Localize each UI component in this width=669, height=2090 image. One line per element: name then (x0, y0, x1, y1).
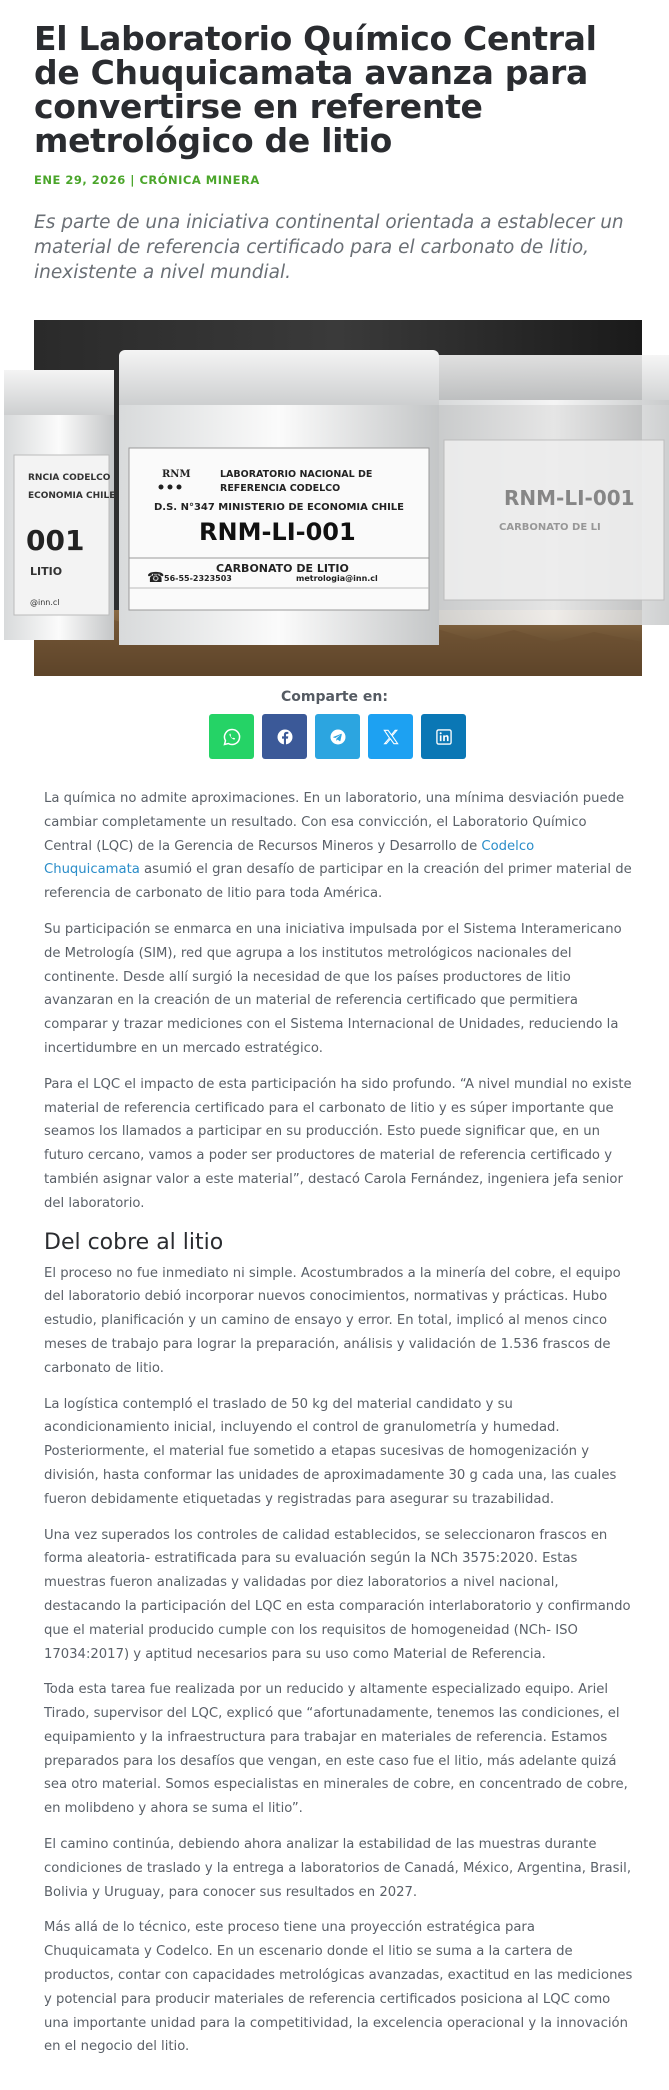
paragraph-4: El proceso no fue inmediato ni simple. Acostumbrados a la minería del cobre, el equipo del laboratorio debió incorporar nuevos conocimientos, normativas y prácticas. Hubo estudio, planificación y un camino de ensayo y error. En total, implicó al menos cinco meses de trabajo para lograr la preparación, análisis y validación de 1.536 frascos de carbonato de litio. (44, 1265, 621, 1376)
paragraph-3: Para el LQC el impacto de esta participación ha sido profundo. “A nivel mundial no existe material de referencia certificado para el carbonato de litio y es súper importante que seamos los llamados a participar en su producción. Esto puede significar que, en un futuro cercano, vamos a poder ser productores de material de referencia certificado y también asignar valor a este material”, destacó Carola Fernández, ingeniera jefa senior del laboratorio. (44, 1076, 632, 1211)
share-telegram-button[interactable] (315, 714, 360, 759)
phone-icon: ☎ (147, 570, 165, 586)
left-label-line2: ECONOMIA CHILE (28, 491, 116, 501)
label-ds-line: D.S. N°347 MINISTERIO DE ECONOMIA CHILE (154, 502, 405, 513)
share-linkedin-button[interactable] (421, 714, 466, 759)
left-label-email: @inn.cl (30, 598, 60, 607)
left-label-product: LITIO (30, 565, 63, 578)
share-buttons (209, 714, 467, 760)
article-meta (34, 173, 260, 187)
paragraph-9: Más allá de lo técnico, este proceso tiene una proyección estratégica para Chuquicamata y Codelco. En un escenario donde el litio se suma a la cartera de productos, contar con capacidades metrológicas avanzadas, exactitud en las mediciones y potencial para producir materiales de referencia certificados posiciona al LQC como una importante unidad para la competitividad, la excelencia operacional y la innovación en el negocio del litio. (44, 1920, 633, 2055)
share-label: Comparte en: (281, 689, 388, 705)
section-heading: Del cobre al litio (44, 1229, 224, 1255)
meta-separator: | (125, 173, 140, 187)
linkedin-icon (434, 727, 454, 747)
paragraph-8: El camino continúa, debiendo ahora analizar la estabilidad de las muestras durante condiciones de traslado y la entrega a laboratorios de Canadá, México, Argentina, Brasil, Bolivia y Uruguay, para conocer sus resultados en 2027. (44, 1837, 632, 1900)
right-label-product: CARBONATO DE LI (499, 522, 601, 533)
facebook-icon (275, 727, 295, 747)
left-label-code: 001 (26, 524, 85, 557)
label-product: CARBONATO DE LITIO (216, 562, 349, 575)
codelco-chuquicamata-link[interactable]: Codelco Chuquicamata (44, 838, 535, 878)
right-label-code: RNM-LI-001 (504, 486, 635, 510)
share-x-button[interactable] (368, 714, 413, 759)
x-icon (381, 727, 401, 747)
paragraph-6: Una vez superados los controles de calidad establecidos, se seleccionaron frascos en forma aleatoria- estratificada para su evaluación según la NCh 3575:2020. Estas muestras fueron analizadas y validadas por diez laboratorios a nivel nacional, destacando la participación del LQC en esta comparación interlaboratorio y confirmando que el material producido cumple con los requisitos de homogeneidad (NCh- ISO 17034:2017) y aptitud necesarios para su uso como Material de Referencia. (44, 1527, 631, 1662)
share-facebook-button[interactable] (262, 714, 307, 759)
article-body (44, 787, 634, 2071)
paragraph-1: La química no admite aproximaciones. En un laboratorio, una mínima desviación puede cambiar completamente un resultado. Con esa convicción, el Laboratorio Químico Central (LQC) de la Gerencia de Recursos Mineros y Desarrollo de Codelco Chuquicamata asumió el gran desafío de participar en la creación del primer material de referencia de carbonato de litio para toda América. (44, 791, 632, 902)
telegram-icon (328, 727, 348, 747)
paragraph-5: La logística contempló el traslado de 50 kg del material candidato y su acondicionamiento inicial, incluyendo el control de granulometría y humedad. Posteriormente, el material fue sometido a etapas sucesivas de homogenización y división, hasta conformar las unidades de aproximadamente 30 g cada una, las cuales fueron debidamente etiquetadas y registradas para asegurar su trazabilidad. (44, 1396, 617, 1507)
article-title: El Laboratorio Químico Central de Chuquicamata avanza para convertirse en referente metrológico de litio (34, 19, 597, 160)
article-date: ENE 29, 2026 (34, 173, 126, 187)
label-phone: 56-55-2323503 (164, 574, 232, 583)
label-email: metrologia@inn.cl (296, 574, 378, 583)
category-link[interactable]: CRÓNICA MINERA (139, 173, 260, 187)
photo-logo-text: RNM (162, 469, 191, 480)
share-whatsapp-button[interactable] (209, 714, 254, 759)
article-lead: Es parte de una iniciativa continental orientada a establecer un material de referencia certificado para el carbonato de litio, inexistente a nivel mundial. (34, 212, 624, 283)
whatsapp-icon (222, 727, 242, 747)
label-code: RNM-LI-001 (199, 518, 356, 546)
label-lab-line2: REFERENCIA CODELCO (220, 483, 341, 494)
left-label-line1: RNCIA CODELCO (28, 473, 111, 483)
paragraph-2: Su participación se enmarca en una iniciativa impulsada por el Sistema Interamericano de Metrología (SIM), red que agrupa a los institutos metrológicos nacionales del continente. Desde allí surgió la necesidad de que los países productores de litio avanzaran en la creación de un material de referencia certificado que permitiera comparar y trazar mediciones con el Sistema Internacional de Unidades, reduciendo la incertidumbre en un mercado estratégico. (44, 921, 622, 1056)
label-lab-line1: LABORATORIO NACIONAL DE (220, 469, 373, 480)
article-photo (26, 320, 642, 676)
paragraph-7: Toda esta tarea fue realizada por un reducido y altamente especializado equipo. Ariel Tirado, supervisor del LQC, explicó que “afortunadamente, tenemos las condiciones, el equipamiento y la infraestructura para trabajar en materiales de referencia. Estamos preparados para los desafíos que vengan, en este caso fue el litio, más adelante quizá sea otro material. Somos especialistas en minerales de cobre, en concentrado de cobre, en molibdeno y ahora se suma el litio”. (44, 1682, 628, 1817)
